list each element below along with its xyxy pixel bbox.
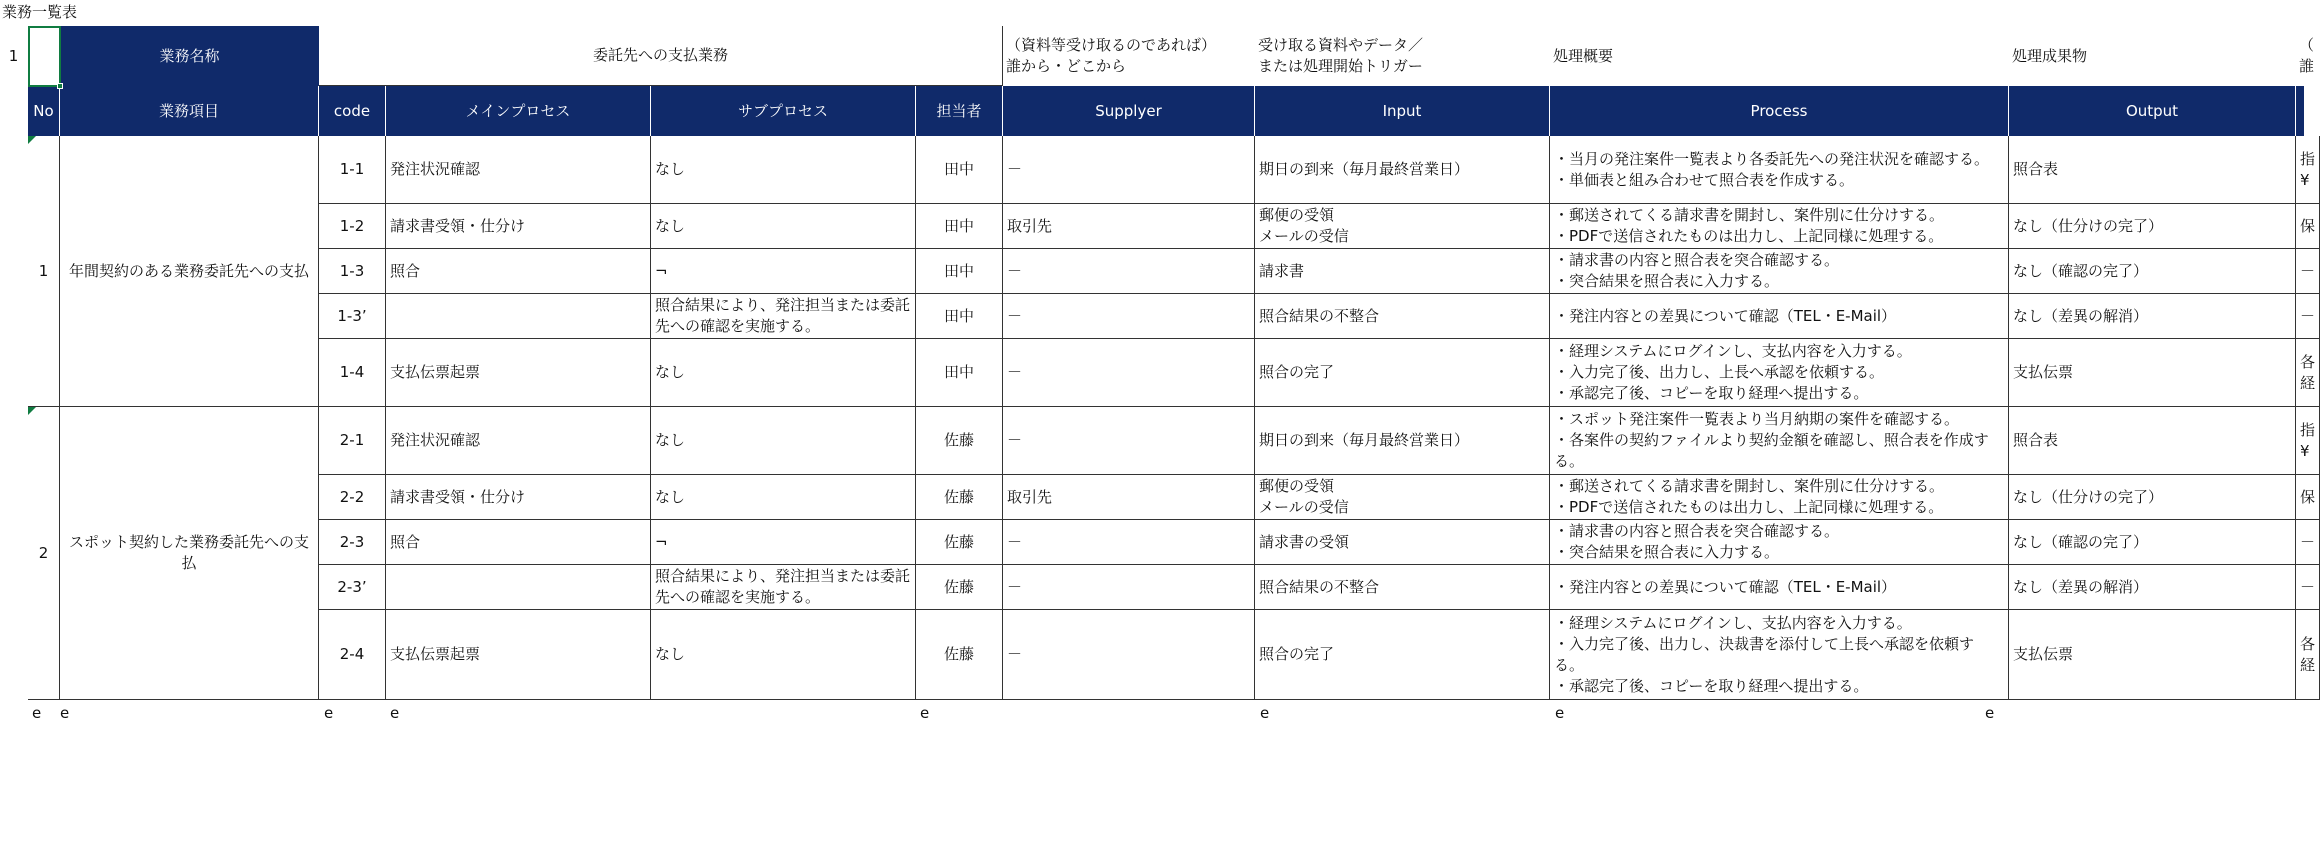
cell-process-line: ・請求書の内容と照合表を突合確認する。 — [1554, 251, 1840, 269]
cell-process[interactable] — [1550, 610, 2009, 700]
cell-input-line: 照合の完了 — [1259, 363, 1335, 381]
cell-comment-marker — [28, 407, 36, 415]
cell-process-line: ・スポット発注案件一覧表より当月納期の案件を確認する。 — [1554, 410, 1960, 428]
cell-input-line: 郵便の受領 — [1259, 477, 1335, 495]
cell-sub-process-line: ¬ — [655, 532, 668, 551]
cell-owner[interactable]: 田中 — [916, 294, 1003, 339]
cell-extra-line: － — [2300, 261, 2316, 280]
cell-sub-process[interactable] — [651, 136, 916, 204]
cell-input-line: 照合の完了 — [1259, 645, 1335, 663]
cell-process-line: ・各案件の契約ファイルより契約金額を確認し、照合表を作成す — [1554, 431, 1989, 449]
cell-extra-line: ¥ — [2300, 441, 2310, 460]
cell-owner[interactable]: 佐藤 — [916, 565, 1003, 610]
cell-owner[interactable]: 佐藤 — [916, 520, 1003, 565]
spreadsheet-grid[interactable] — [28, 26, 2316, 700]
cell-process-line: ・請求書の内容と照合表を突合確認する。 — [1554, 522, 1840, 540]
cell-code[interactable]: 2-3 — [319, 520, 386, 565]
cell-extra[interactable] — [2296, 339, 2320, 407]
cell-code[interactable]: 2-2 — [319, 475, 386, 520]
cell-process[interactable] — [1550, 204, 2009, 249]
cell-main-process[interactable]: 支払伝票起票 — [386, 339, 651, 407]
cell-input-line: 期日の到来（毎月最終営業日） — [1259, 160, 1470, 178]
cell-sub-process-line: なし — [655, 363, 686, 381]
cell-output[interactable]: なし（仕分けの完了） — [2009, 204, 2296, 249]
cell-process-line: ・発注内容との差異について確認（TEL・E-Mail） — [1554, 577, 1897, 596]
cell-sub-process-line: ¬ — [655, 261, 668, 280]
cell-output[interactable]: なし（仕分けの完了） — [2009, 475, 2296, 520]
cell-extra-line: ¥ — [2300, 170, 2310, 189]
column-header-code[interactable]: code — [319, 86, 386, 136]
sheet-title: 業務一覧表 — [2, 3, 78, 21]
cell-supplier[interactable]: － — [1003, 136, 1255, 204]
cell-output[interactable]: 照合表 — [2009, 136, 2296, 204]
cell-sub-process-line: なし — [655, 487, 686, 506]
cell-output[interactable]: 照合表 — [2009, 407, 2296, 475]
cell-supplier[interactable]: 取引先 — [1003, 475, 1255, 520]
cell-process-line: る。 — [1554, 655, 1585, 674]
footer-cell: e — [60, 704, 70, 722]
cell-output[interactable]: なし（差異の解消） — [2009, 294, 2296, 339]
cell-extra[interactable] — [2296, 249, 2320, 294]
cell-sub-process[interactable] — [651, 475, 916, 520]
cell-main-process[interactable]: 発注状況確認 — [386, 407, 651, 475]
cell-output[interactable]: なし（確認の完了） — [2009, 249, 2296, 294]
cell-process[interactable] — [1550, 520, 2009, 565]
cell-supplier[interactable]: － — [1003, 339, 1255, 407]
column-header-supplier[interactable]: Supplyer — [1003, 86, 1255, 136]
cell-comment-marker — [28, 136, 36, 144]
cell-extra-line: 各 — [2300, 634, 2316, 653]
cell-output[interactable]: なし（差異の解消） — [2009, 565, 2296, 610]
cell-output[interactable]: 支払伝票 — [2009, 339, 2296, 407]
cell-output[interactable]: なし（確認の完了） — [2009, 520, 2296, 565]
cell-supplier[interactable]: － — [1003, 520, 1255, 565]
cell-process[interactable] — [1550, 339, 2009, 407]
cell-code[interactable]: 2-3’ — [319, 565, 386, 610]
cell-process[interactable] — [1550, 565, 2009, 610]
cell-sub-process-line: なし — [655, 431, 686, 449]
header-source-line: 誰から・どこから — [1006, 57, 1127, 75]
cell-main-process[interactable] — [386, 565, 651, 610]
cell-output[interactable]: 支払伝票 — [2009, 610, 2296, 700]
cell-process-line: ・PDFで送信されたものは出力し、上記同様に処理する。 — [1554, 227, 1944, 245]
cell-extra[interactable] — [2296, 294, 2320, 339]
cell-extra-line: 指 — [2300, 149, 2316, 168]
cell-process-line: ・経理システムにログインし、支払内容を入力する。 — [1554, 342, 1912, 360]
cell-sub-process-line: なし — [655, 645, 686, 663]
cell-supplier[interactable]: － — [1003, 565, 1255, 610]
cell-owner[interactable]: 佐藤 — [916, 407, 1003, 475]
cell-sub-process-line: なし — [655, 160, 686, 178]
cell-sub-process[interactable] — [651, 249, 916, 294]
column-header-output[interactable]: Output — [2009, 86, 2296, 136]
cell-process-line: ・承認完了後、コピーを取り経理へ提出する。 — [1554, 676, 1869, 695]
header-extra[interactable] — [2296, 26, 2318, 86]
header-output[interactable]: 処理成果物 — [2012, 46, 2088, 65]
cell-sub-process[interactable] — [651, 565, 916, 610]
cell-code[interactable]: 1-4 — [319, 339, 386, 407]
cell-input-line: メールの受信 — [1259, 498, 1349, 516]
cell-process-line: ・入力完了後、出力し、決裁書を添付して上長へ承認を依頼す — [1554, 634, 1975, 653]
column-header-sub[interactable]: サブプロセス — [651, 86, 916, 136]
cell-extra-line: 経 — [2300, 373, 2316, 392]
cell-main-process[interactable]: 照合 — [386, 249, 651, 294]
header-task-name[interactable]: 委託先への支払業務 — [319, 26, 1003, 86]
cell-input-line: 照合結果の不整合 — [1259, 306, 1380, 325]
cell-owner[interactable]: 佐藤 — [916, 475, 1003, 520]
column-header-no[interactable]: No — [28, 86, 60, 136]
cell-code[interactable]: 1-3’ — [319, 294, 386, 339]
header-extra-line: （ — [2299, 36, 2315, 54]
cell-input[interactable] — [1255, 475, 1550, 520]
footer-cell: e — [1555, 704, 1565, 722]
cell-main-process[interactable]: 照合 — [386, 520, 651, 565]
header-input-line: 受け取る資料やデータ／ — [1258, 36, 1424, 54]
cell-process-line: ・入力完了後、出力し、上長へ承認を依頼する。 — [1554, 363, 1885, 381]
cell-extra[interactable] — [2296, 407, 2320, 475]
cell-input-line: 照合結果の不整合 — [1259, 577, 1380, 596]
cell-main-process[interactable]: 支払伝票起票 — [386, 610, 651, 700]
header-process[interactable]: 処理概要 — [1553, 46, 1614, 65]
cell-extra[interactable] — [2296, 136, 2320, 204]
cell-sub-process[interactable] — [651, 294, 916, 339]
footer-cell: e — [1985, 704, 1995, 722]
group-no[interactable]: 1 — [28, 136, 60, 407]
cell-extra-line: 経 — [2300, 655, 2316, 674]
cell-code[interactable]: 2-1 — [319, 407, 386, 475]
column-header-owner[interactable]: 担当者 — [916, 86, 1003, 136]
footer-cell: e — [324, 704, 334, 722]
cell-code[interactable]: 1-2 — [319, 204, 386, 249]
cell-a1[interactable] — [28, 26, 60, 86]
column-header-input[interactable]: Input — [1255, 86, 1550, 136]
cell-process-line: ・当月の発注案件一覧表より各委託先への発注状況を確認する。 — [1554, 149, 1990, 168]
cell-input[interactable] — [1255, 565, 1550, 610]
cell-process-line: ・突合結果を照合表に入力する。 — [1554, 272, 1780, 290]
cell-supplier[interactable]: － — [1003, 249, 1255, 294]
header-source-line: （資料等受け取るのであれば） — [1006, 36, 1217, 54]
cell-main-process[interactable] — [386, 294, 651, 339]
cell-process[interactable] — [1550, 249, 2009, 294]
cell-input-line: 期日の到来（毎月最終営業日） — [1259, 431, 1470, 449]
cell-owner[interactable]: 田中 — [916, 249, 1003, 294]
row-number: 1 — [8, 47, 19, 65]
cell-process[interactable] — [1550, 407, 2009, 475]
cell-sub-process-line: なし — [655, 216, 686, 235]
column-header-item[interactable]: 業務項目 — [60, 86, 319, 136]
group-no[interactable]: 2 — [28, 407, 60, 700]
cell-process-line: ・承認完了後、コピーを取り経理へ提出する。 — [1554, 384, 1869, 402]
cell-extra-line: 各 — [2300, 352, 2316, 371]
cell-extra-line: 保 — [2300, 487, 2316, 506]
cell-owner[interactable]: 佐藤 — [916, 610, 1003, 700]
column-header-extra[interactable] — [2296, 86, 2304, 136]
cell-main-process[interactable]: 請求書受領・仕分け — [386, 475, 651, 520]
cell-extra-line: － — [2300, 577, 2316, 596]
header-source[interactable] — [1003, 26, 1255, 86]
cell-supplier[interactable]: 取引先 — [1003, 204, 1255, 249]
cell-process[interactable] — [1550, 136, 2009, 204]
group-name[interactable]: スポット契約した業務委託先への支払 — [60, 407, 319, 700]
column-header-main[interactable]: メインプロセス — [386, 86, 651, 136]
cell-supplier[interactable]: － — [1003, 610, 1255, 700]
cell-main-process[interactable]: 発注状況確認 — [386, 136, 651, 204]
header-extra-line: 誰 — [2299, 57, 2315, 75]
cell-code[interactable]: 2-4 — [319, 610, 386, 700]
header-business-name[interactable]: 業務名称 — [60, 26, 319, 86]
cell-extra[interactable] — [2296, 475, 2320, 520]
cell-owner[interactable]: 田中 — [916, 339, 1003, 407]
cell-input[interactable] — [1255, 407, 1550, 475]
cell-input[interactable] — [1255, 249, 1550, 294]
cell-extra[interactable] — [2296, 520, 2320, 565]
cell-process[interactable] — [1550, 475, 2009, 520]
cell-process-line: ・郵送されてくる請求書を開封し、案件別に仕分けする。 — [1554, 206, 1945, 224]
cell-extra-line: － — [2300, 532, 2316, 551]
fill-handle[interactable] — [57, 83, 63, 89]
footer-cell: e — [920, 704, 930, 722]
cell-process-line: ・発注内容との差異について確認（TEL・E-Mail） — [1554, 306, 1897, 325]
cell-code[interactable]: 1-1 — [319, 136, 386, 204]
cell-sub-process[interactable] — [651, 407, 916, 475]
cell-process-line: ・突合結果を照合表に入力する。 — [1554, 543, 1780, 561]
cell-input[interactable] — [1255, 610, 1550, 700]
footer-cell: e — [390, 704, 400, 722]
cell-extra[interactable] — [2296, 565, 2320, 610]
cell-input[interactable] — [1255, 136, 1550, 204]
cell-extra-line: － — [2300, 306, 2316, 325]
cell-main-process[interactable]: 請求書受領・仕分け — [386, 204, 651, 249]
cell-process-line: ・PDFで送信されたものは出力し、上記同様に処理する。 — [1554, 498, 1944, 516]
cell-owner[interactable]: 田中 — [916, 136, 1003, 204]
column-header-process[interactable]: Process — [1550, 86, 2009, 136]
cell-code[interactable]: 1-3 — [319, 249, 386, 294]
footer-cell: e — [32, 704, 42, 722]
cell-process-line: る。 — [1554, 452, 1585, 470]
group-name[interactable]: 年間契約のある業務委託先への支払 — [60, 136, 319, 407]
cell-sub-process[interactable] — [651, 204, 916, 249]
footer-cell: e — [1260, 704, 1270, 722]
cell-sub-process-line: 照合結果により、発注担当または委託 — [655, 567, 911, 585]
cell-sub-process[interactable] — [651, 339, 916, 407]
cell-input[interactable] — [1255, 339, 1550, 407]
cell-sub-process[interactable] — [651, 520, 916, 565]
cell-input[interactable] — [1255, 520, 1550, 565]
cell-process-line: ・郵送されてくる請求書を開封し、案件別に仕分けする。 — [1554, 477, 1945, 495]
cell-sub-process[interactable] — [651, 610, 916, 700]
cell-supplier[interactable]: － — [1003, 294, 1255, 339]
cell-extra[interactable] — [2296, 610, 2320, 700]
cell-input-line: 請求書 — [1259, 261, 1305, 280]
cell-process-line: ・経理システムにログインし、支払内容を入力する。 — [1554, 613, 1912, 632]
cell-process-line: ・単価表と組み合わせて照合表を作成する。 — [1554, 170, 1855, 189]
cell-extra-line: 指 — [2300, 420, 2316, 439]
header-input[interactable] — [1255, 26, 1550, 86]
cell-input[interactable] — [1255, 204, 1550, 249]
cell-extra[interactable] — [2296, 204, 2320, 249]
header-input-line: または処理開始トリガー — [1258, 57, 1423, 75]
cell-owner[interactable]: 田中 — [916, 204, 1003, 249]
cell-input[interactable] — [1255, 294, 1550, 339]
cell-sub-process-line: 先への確認を実施する。 — [655, 588, 821, 606]
cell-input-line: メールの受信 — [1259, 227, 1349, 245]
cell-process[interactable] — [1550, 294, 2009, 339]
cell-input-line: 郵便の受領 — [1259, 206, 1335, 224]
cell-extra-line: 保 — [2300, 216, 2316, 235]
cell-input-line: 請求書の受領 — [1259, 532, 1350, 551]
cell-sub-process-line: 先への確認を実施する。 — [655, 317, 821, 335]
cell-sub-process-line: 照合結果により、発注担当または委託 — [655, 296, 911, 314]
cell-supplier[interactable]: － — [1003, 407, 1255, 475]
